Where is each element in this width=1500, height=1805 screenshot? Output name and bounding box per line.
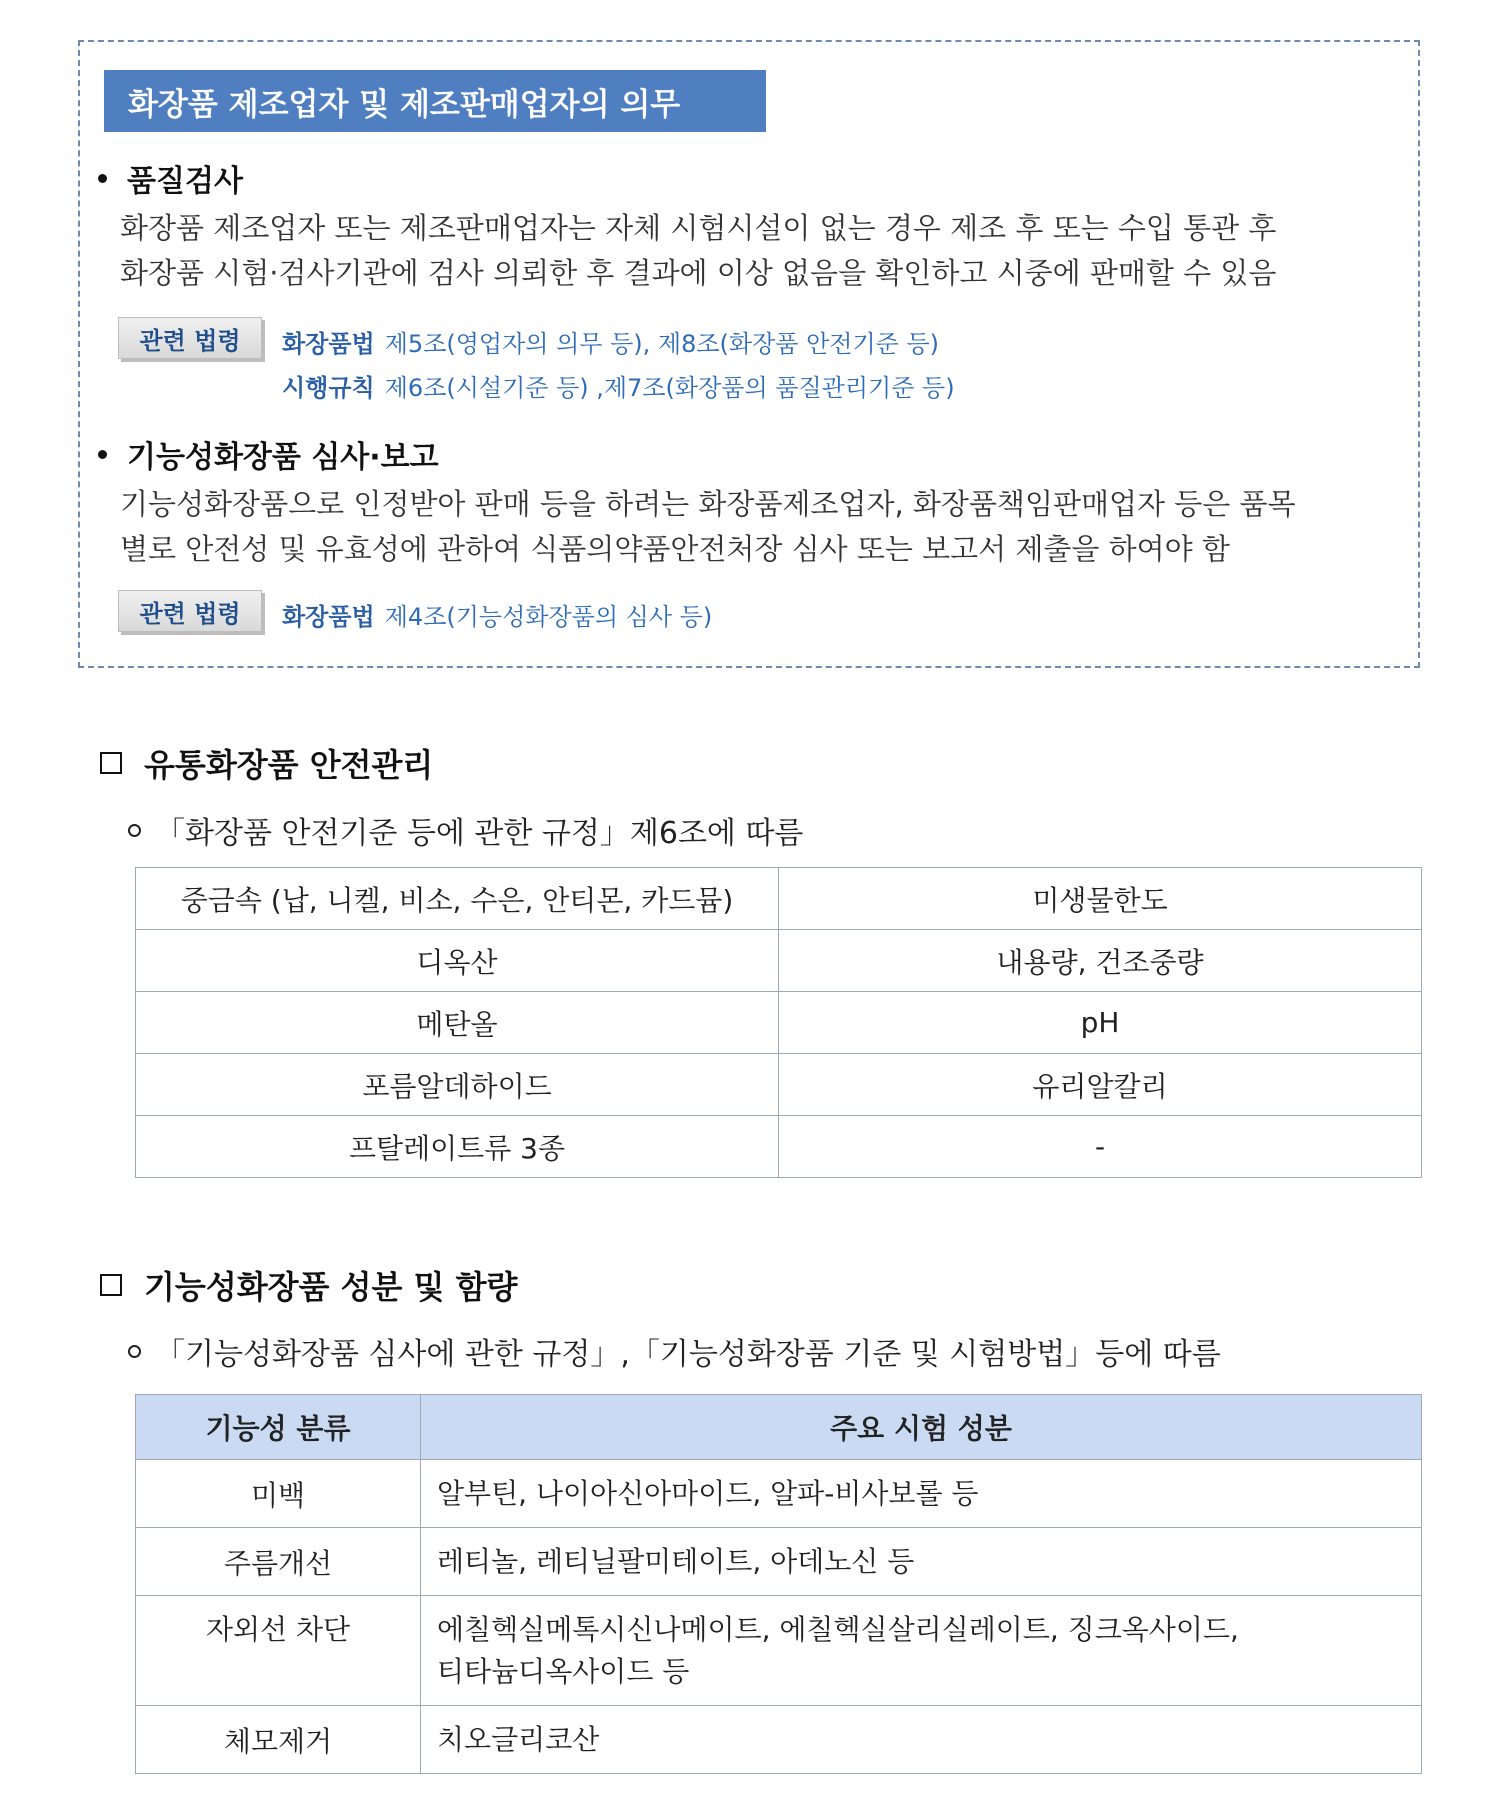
table-cell: 포름알데하이드	[136, 1054, 779, 1116]
table-header-row	[136, 1395, 1422, 1460]
circle-bullet-icon	[128, 1345, 141, 1358]
section-title-functional-ingredients	[100, 1262, 517, 1308]
category-cell: 체모제거	[136, 1706, 421, 1774]
ingredient-line: 티타늄디옥사이드 등	[437, 1654, 690, 1688]
table-cell: 내용량, 건조중량	[779, 930, 1422, 992]
table-cell: 미생물한도	[779, 868, 1422, 930]
heading-text: 품질검사	[127, 164, 243, 199]
quality-inspection-paragraph	[120, 206, 1410, 296]
law-reference	[282, 597, 712, 632]
table-row	[136, 930, 1422, 992]
section-title-distribution-safety	[100, 740, 433, 786]
bullet-icon	[98, 174, 107, 183]
table-cell: pH	[779, 992, 1422, 1054]
checkbox-square-icon	[100, 1274, 122, 1296]
section-title-text: 유통화장품 안전관리	[144, 746, 434, 784]
ingredients-cell	[421, 1706, 1422, 1774]
ingredient-line: 레티놀, 레티닐팔미테이트, 아데노신 등	[437, 1544, 915, 1578]
law-reference	[282, 324, 939, 359]
law-name: 화장품법	[282, 330, 375, 358]
safety-items-table	[135, 867, 1422, 1178]
ingredient-line: 에칠헥실메톡시신나메이트, 에칠헥실살리실레이트, 징크옥사이드,	[437, 1612, 1239, 1646]
column-header: 기능성 분류	[136, 1395, 421, 1460]
section-subtitle	[128, 1329, 1221, 1373]
table-cell: 메탄올	[136, 992, 779, 1054]
functional-ingredients-table	[135, 1394, 1422, 1774]
table-row	[136, 1054, 1422, 1116]
heading-text: 기능성화장품 심사·보고	[127, 440, 439, 475]
law-text: 제4조(기능성화장품의 심사 등)	[384, 603, 713, 631]
table-row	[136, 1528, 1422, 1596]
category-cell: 주름개선	[136, 1528, 421, 1596]
functional-review-paragraph	[120, 482, 1410, 572]
paragraph-line: 별로 안전성 및 유효성에 관하여 식품의약품안전처장 심사 또는 보고서 제출을 하여야 함	[120, 532, 1230, 566]
table-row	[136, 1460, 1422, 1528]
table-row	[136, 1596, 1422, 1706]
table-row	[136, 1706, 1422, 1774]
circle-bullet-icon	[128, 824, 141, 837]
related-law-badge: 관련 법령	[118, 317, 262, 359]
law-text: 제6조(시설기준 등) ,제7조(화장품의 품질관리기준 등)	[384, 374, 955, 402]
table-cell: 중금속 (납, 니켈, 비소, 수은, 안티몬, 카드뮴)	[136, 868, 779, 930]
law-name: 시행규칙	[282, 374, 375, 402]
table-row	[136, 992, 1422, 1054]
section-title-text: 기능성화장품 성분 및 함량	[144, 1268, 518, 1306]
related-law-badge: 관련 법령	[118, 590, 262, 632]
table-cell: -	[779, 1116, 1422, 1178]
category-cell: 미백	[136, 1460, 421, 1528]
bullet-icon	[98, 450, 107, 459]
ingredient-line: 알부틴, 나이아신아마이드, 알파-비사보롤 등	[437, 1476, 979, 1510]
box-title: 화장품 제조업자 및 제조판매업자의 의무	[104, 70, 766, 132]
ingredients-cell	[421, 1528, 1422, 1596]
table-row	[136, 1116, 1422, 1178]
subtitle-text: 「화장품 안전기준 등에 관한 규정」제6조에 따름	[155, 816, 804, 851]
table-row	[136, 868, 1422, 930]
ingredient-line: 치오글리코산	[437, 1722, 600, 1756]
table-cell: 프탈레이트류 3종	[136, 1116, 779, 1178]
subtitle-text: 「기능성화장품 심사에 관한 규정」,「기능성화장품 기준 및 시험방법」등에 따름	[155, 1337, 1221, 1372]
law-reference	[282, 368, 955, 403]
checkbox-square-icon	[100, 752, 122, 774]
law-name: 화장품법	[282, 603, 375, 631]
law-text: 제5조(영업자의 의무 등), 제8조(화장품 안전기준 등)	[384, 330, 940, 358]
paragraph-line: 기능성화장품으로 인정받아 판매 등을 하려는 화장품제조업자, 화장품책임판매업자 등은 품목	[120, 487, 1296, 521]
category-cell: 자외선 차단	[136, 1596, 421, 1706]
heading-functional-review	[98, 432, 439, 476]
paragraph-line: 화장품 시험·검사기관에 검사 의뢰한 후 결과에 이상 없음을 확인하고 시중에 판매할 수 있음	[120, 256, 1277, 290]
table-cell: 디옥산	[136, 930, 779, 992]
ingredients-cell	[421, 1460, 1422, 1528]
column-header: 주요 시험 성분	[421, 1395, 1422, 1460]
section-subtitle	[128, 808, 803, 852]
ingredients-cell	[421, 1596, 1422, 1706]
paragraph-line: 화장품 제조업자 또는 제조판매업자는 자체 시험시설이 없는 경우 제조 후 또는 수입 통관 후	[120, 211, 1277, 245]
table-cell: 유리알칼리	[779, 1054, 1422, 1116]
heading-quality-inspection	[98, 156, 243, 200]
